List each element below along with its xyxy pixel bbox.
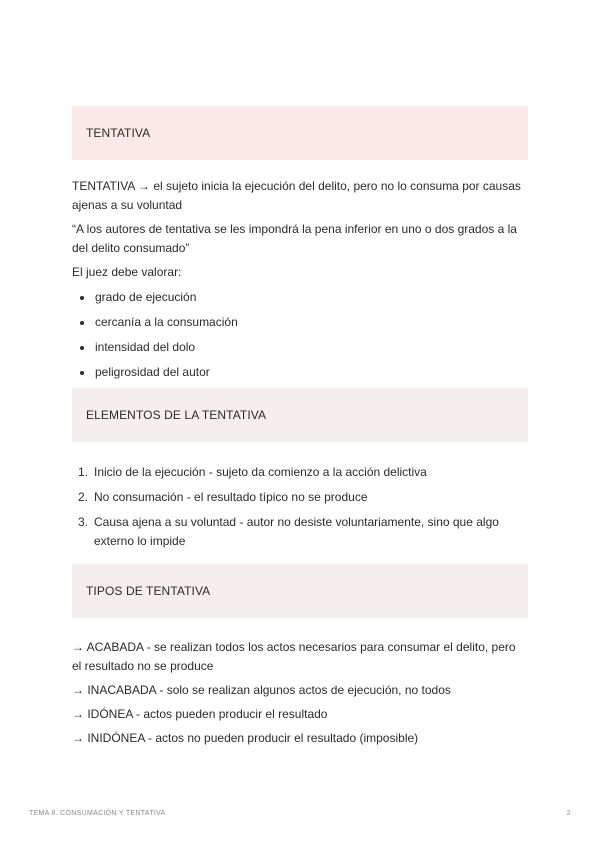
types-list — [72, 638, 528, 748]
list-item: intensidad del dolo — [72, 338, 528, 357]
section-heading-text: ELEMENTOS DE LA TENTATIVA — [86, 408, 267, 422]
list-item — [72, 463, 528, 482]
elements-list — [72, 463, 528, 551]
page-number: 2 — [566, 810, 571, 817]
valuation-list — [72, 288, 528, 382]
section-heading-tentativa — [72, 106, 528, 160]
list-text: Inicio de la ejecución - sujeto da comienzo a la acción delictiva — [94, 465, 427, 479]
definition-paragraph: TENTATIVA → el sujeto inicia la ejecución del delito, pero no lo consuma por causas ajenas a su voluntad — [72, 179, 521, 212]
list-item — [72, 513, 528, 551]
type-item: → ACABADA - se realizan todos los actos necesarios para consumar el delito, pero el resultado no se produce — [72, 640, 516, 673]
footer-title: TEMA 8. CONSUMACIÓN Y TENTATIVA — [29, 810, 166, 817]
list-item: grado de ejecución — [72, 288, 528, 307]
list-item: peligrosidad del autor — [72, 363, 528, 382]
type-item: → INACABADA - solo se realizan algunos actos de ejecución, no todos — [72, 683, 451, 697]
list-number: 1. — [78, 465, 89, 479]
section-heading-elementos — [72, 388, 528, 442]
list-number: 3. — [78, 515, 89, 529]
section-heading-tipos — [72, 564, 528, 618]
list-text: Causa ajena a su voluntad - autor no desiste voluntariamente, sino que algo externo lo impide — [94, 515, 499, 548]
intro-paragraph: El juez debe valorar: — [72, 265, 182, 279]
list-item — [72, 488, 528, 507]
section-heading-text: TIPOS DE TENTATIVA — [86, 584, 211, 598]
list-number: 2. — [78, 490, 89, 504]
quote-paragraph: “A los autores de tentativa se les impondrá la pena inferior en uno o dos grados a la del delito consumado” — [72, 222, 517, 255]
tentativa-body — [72, 177, 528, 382]
type-item: → INIDÓNEA - actos no pueden producir el resultado (imposible) — [72, 731, 419, 745]
list-text: No consumación - el resultado típico no se produce — [94, 490, 368, 504]
section-heading-text: TENTATIVA — [86, 126, 151, 140]
list-item: cercanía a la consumación — [72, 313, 528, 332]
type-item: → IDÓNEA - actos pueden producir el resultado — [72, 707, 328, 721]
document-page — [72, 106, 528, 753]
page-footer — [29, 810, 571, 817]
